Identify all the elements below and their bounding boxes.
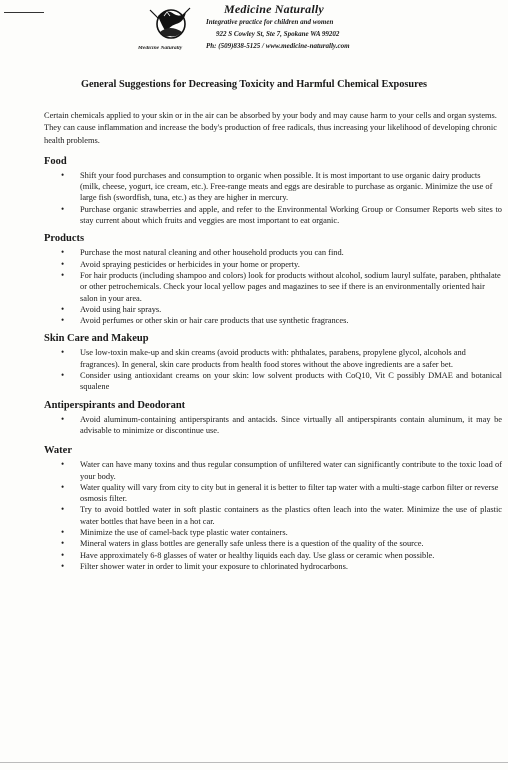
document-body bbox=[44, 110, 502, 572]
list-item: • Avoid aluminum-containing antiperspirants and antacids. Since virtually all antiperspirants contain aluminum, it may be advisable to minimize or discontinue use. bbox=[80, 414, 502, 437]
list-item: • Purchase the most natural cleaning and other household products you can find. bbox=[80, 247, 502, 258]
list-item: • Have approximately 6-8 glasses of water or healthy liquids each day. Use glass or ceramic when possible. bbox=[80, 550, 502, 561]
list-item: • Avoid perfumes or other skin or hair care products that use synthetic fragrances. bbox=[80, 315, 502, 326]
list-item: • For hair products (including shampoo and colors) look for products without alcohol, sodium lauryl sulfate, paraben, phthalate or other petrochemicals. Check your local yellow pages and magazines to see if there is an environmentally oriented hair salon in your area. bbox=[80, 270, 502, 304]
section-heading-skin-care: Skin Care and Makeup bbox=[44, 333, 149, 345]
list-item: • Use low-toxin make-up and skin creams (avoid products with: phthalates, parabens, propylene glycol, alcohols and fragrances). In general, skin care products from health food stores without the above ingredients are a safer bet. bbox=[80, 347, 502, 370]
bottom-rule bbox=[0, 762, 508, 763]
address: 922 S Cowley St, Ste 7, Spokane WA 99202 bbox=[216, 30, 340, 38]
list-item: • Filter shower water in order to limit your exposure to chlorinated hydrocarbons. bbox=[80, 561, 502, 572]
logo-icon bbox=[137, 2, 200, 60]
page-title: General Suggestions for Decreasing Toxicity and Harmful Chemical Exposures bbox=[80, 79, 428, 90]
section-heading-antiperspirants: Antiperspirants and Deodorant bbox=[44, 399, 186, 411]
list-item: • Water quality will vary from city to city but in general it is better to filter tap water with a multi-stage carbon filter or reverse osmosis filter. bbox=[80, 482, 502, 505]
contact-line: Ph: (509)838-5125 / www.medicine-naturally.com bbox=[206, 42, 350, 50]
intro-paragraph: Certain chemicals applied to your skin or in the air can be absorbed by your body and may cause harm to your cells and organ systems. They can cause inflammation and increase the body's production of free radicals, thus increasing your likelihood of developing chronic health problems. bbox=[44, 111, 497, 145]
list-item: • Consider using antioxidant creams on your skin: low solvent products with CoQ10, Vit C possibly DMAE and botanical squalene bbox=[80, 370, 502, 393]
logo-caption: Medicine Naturally bbox=[137, 46, 183, 51]
antiperspirants-list bbox=[44, 414, 502, 437]
food-list bbox=[44, 170, 502, 226]
water-list bbox=[44, 459, 502, 572]
products-list bbox=[44, 247, 502, 326]
section-heading-water: Water bbox=[44, 445, 72, 457]
skin-care-list bbox=[44, 347, 502, 392]
letterhead bbox=[137, 2, 430, 64]
list-item: • Purchase organic strawberries and apple, and refer to the Environmental Working Group or Consumer Reports web sites to stay current about which fruits and veggies are most important to eat organic. bbox=[80, 204, 502, 227]
section-heading-products: Products bbox=[44, 233, 85, 245]
list-item: • Minimize the use of camel-back type plastic water containers. bbox=[80, 527, 502, 538]
practice-name: Medicine Naturally bbox=[224, 2, 324, 16]
list-item: • Water can have many toxins and thus regular consumption of unfiltered water can significantly contribute to the toxic load of your body. bbox=[80, 459, 502, 482]
list-item: • Try to avoid bottled water in soft plastic containers as the plastics often leach into the water. Minimize the use of plastic water bottles that have been in a hot car. bbox=[80, 504, 502, 527]
list-item: • Avoid using hair sprays. bbox=[80, 304, 502, 315]
list-item: • Shift your food purchases and consumption to organic when possible. It is most important to use organic dairy products (milk, cheese, yogurt, ice cream, etc.). Free-range meats and eggs are desirable to purchase as organic. Minimize the use of large fish (swordfish, tuna, etc.) as they are higher in mercury. bbox=[80, 170, 502, 204]
list-item: • Avoid spraying pesticides or herbicides in your home or property. bbox=[80, 259, 502, 270]
list-item: • Mineral waters in glass bottles are generally safe unless there is a question of the quality of the source. bbox=[80, 538, 502, 549]
section-heading-food: Food bbox=[44, 155, 67, 167]
top-rule bbox=[4, 12, 44, 13]
tagline: Integrative practice for children and women bbox=[206, 18, 334, 26]
